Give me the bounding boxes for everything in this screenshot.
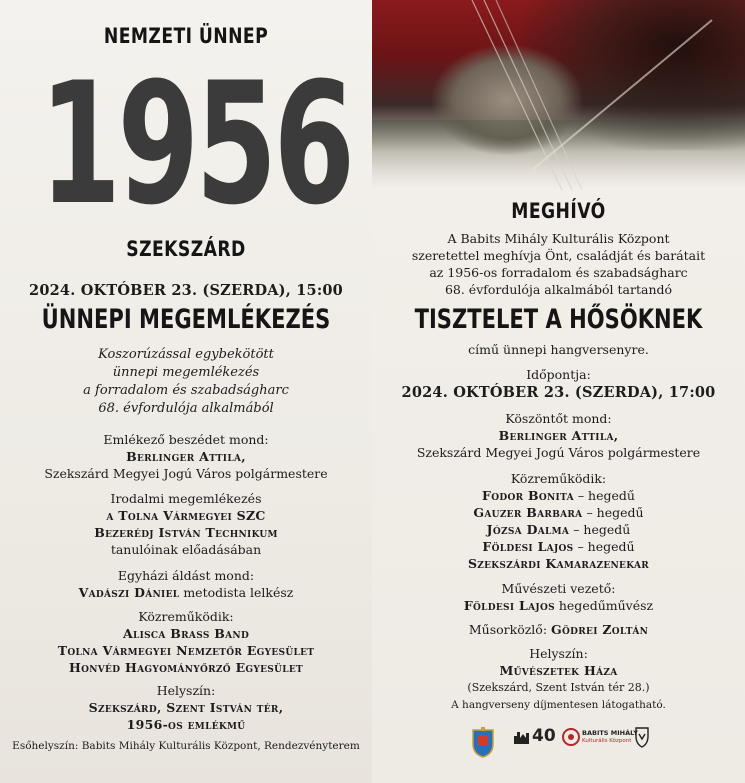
time-label: Időpontja: [526,367,591,382]
host-label: Műsorközlő: [468,622,552,637]
free-admission-note: A hangverseny díjmentesen látogatható. [451,699,666,711]
venue-line: 1956-os emlékmű [126,717,246,732]
performer-name: Józsa Dalma [486,522,570,537]
babits-emblem-icon [562,728,580,746]
speech-label: Emlékező beszédet mond: [103,432,269,447]
host-line [372,621,745,638]
intro-line: A Babits Mihály Kulturális Központ [447,231,670,246]
performer-role: – hegedű [573,488,635,503]
performer-name: Szekszárdi Kamarazenekar [467,556,650,571]
performer-role: – hegedű [569,522,631,537]
left-speech-block [0,431,372,482]
intro-line: az 1956-os forradalom és szabadságharc [429,265,688,280]
left-column [0,0,372,783]
year-1956-graphic [32,46,356,242]
greeting-block [372,410,745,461]
blessing-label: Egyházi áldást mond: [117,568,255,583]
performer [372,538,745,555]
contributor: Tolna Vármegyei Nemzetőr Egyesület [57,643,315,658]
blessing-block [0,567,372,601]
description-line: 68. évfordulója alkalmából [98,401,274,416]
right-event-date: 2024. OKTÓBER 23. (SZERDA), 17:00 [401,384,716,401]
art-director-block [372,580,745,614]
left-event-title: ÜNNEPI MEGEMLÉKEZÉS [41,304,331,335]
invitation-header: MEGHÍVÓ [511,199,606,223]
skyline-icon [514,730,532,744]
description-line: Koszorúzással egybekötött [98,347,274,362]
description-line: a forradalom és szabadságharc [83,383,289,398]
right-subtitle: című ünnepi hangversenyre. [468,342,649,357]
left-description [0,346,372,418]
host-name: Gödrei Zoltán [551,622,649,637]
performer [372,521,745,538]
art-role: hegedűművész [554,598,654,613]
performers-label: Közreműködik: [510,471,607,486]
city-coat-of-arms-icon [472,726,494,758]
sponsor-logos [372,726,745,766]
venue-label: Helyszín: [156,683,216,698]
blessing-line [0,584,372,601]
performer [372,487,745,504]
violin-photo-banner [372,0,745,190]
greeting-label: Köszöntőt mond: [505,411,612,426]
right-event-title: TISZTELET A HŐSÖKNEK [414,304,703,335]
national-holiday-header: NEMZETI ÜNNEP [103,24,269,48]
contrib-label: Közreműködik: [138,609,234,624]
venue-address: (Szekszárd, Szent István tér 28.) [467,681,650,694]
performer-role: – hegedű [582,505,644,520]
literary-school-line: Bezerédj István Technikum [94,525,278,540]
violin-strings-graphic [372,0,745,190]
left-contributors-block [0,608,372,676]
intro-line: szeretettel meghívja Önt, családját és barátait [411,248,706,263]
rain-venue: Esőhelyszín: Babits Mihály Kulturális Központ, Rendezvényterem [12,740,360,752]
year-digit-1: 1 [39,46,122,242]
performers-block [372,470,745,572]
blessing-name: Vadászi Dániel [78,585,180,600]
speech-role: Szekszárd Megyei Jogú Város polgármestere [44,466,328,481]
anniversary-40-logo [514,726,554,758]
babits-logo-text: BABITS MIHÁLY [582,729,638,737]
blessing-role: metodista lelkész [179,585,294,600]
anniversary-number: 40 [532,726,556,746]
year-digit-9: 9 [117,46,200,242]
art-line [372,597,745,614]
art-name: Földesi Lajos [463,598,555,613]
left-event-date: 2024. OKTÓBER 23. (SZERDA), 15:00 [29,282,343,299]
year-digit-5: 5 [195,46,278,242]
performer-name: Fodor Bonita [482,488,574,503]
art-label: Művészeti vezető: [501,581,616,596]
literary-block [0,490,372,558]
contributor: Honvéd Hagyományőrző Egyesület [68,660,304,675]
right-column [372,0,745,783]
right-intro [372,230,745,298]
greeting-role: Szekszárd Megyei Jogú Város polgármestere [416,445,701,460]
venue-name: Művészetek Háza [499,663,618,678]
greeting-name: Berlinger Attila, [498,428,619,443]
year-digit-6: 6 [273,46,356,242]
performer-name: Gauzer Barbara [473,505,583,520]
literary-school-line: a Tolna Vármegyei SZC [106,508,266,523]
speech-name: Berlinger Attila, [126,449,246,464]
shield-heart-icon [634,726,650,748]
venue-label: Helyszín: [529,646,588,661]
performer-name: Földesi Lajos [482,539,574,554]
venue-line: Szekszárd, Szent István tér, [88,700,284,715]
babits-center-logo [562,726,638,758]
left-venue-block [0,682,372,733]
contributor: Alisca Brass Band [122,626,250,641]
right-venue-block [372,645,745,696]
description-line: ünnepi megemlékezés [112,365,260,380]
performer [372,504,745,521]
city-heading: SZEKSZÁRD [126,237,246,261]
literary-label: Irodalmi megemlékezés [110,491,262,506]
intro-line: 68. évfordulója alkalmából tartandó [444,282,673,297]
babits-logo-subtext: Kulturális Központ [582,738,632,744]
performer [372,555,745,572]
literary-note: tanulóinak előadásában [110,542,262,557]
performer-role: – hegedű [573,539,635,554]
